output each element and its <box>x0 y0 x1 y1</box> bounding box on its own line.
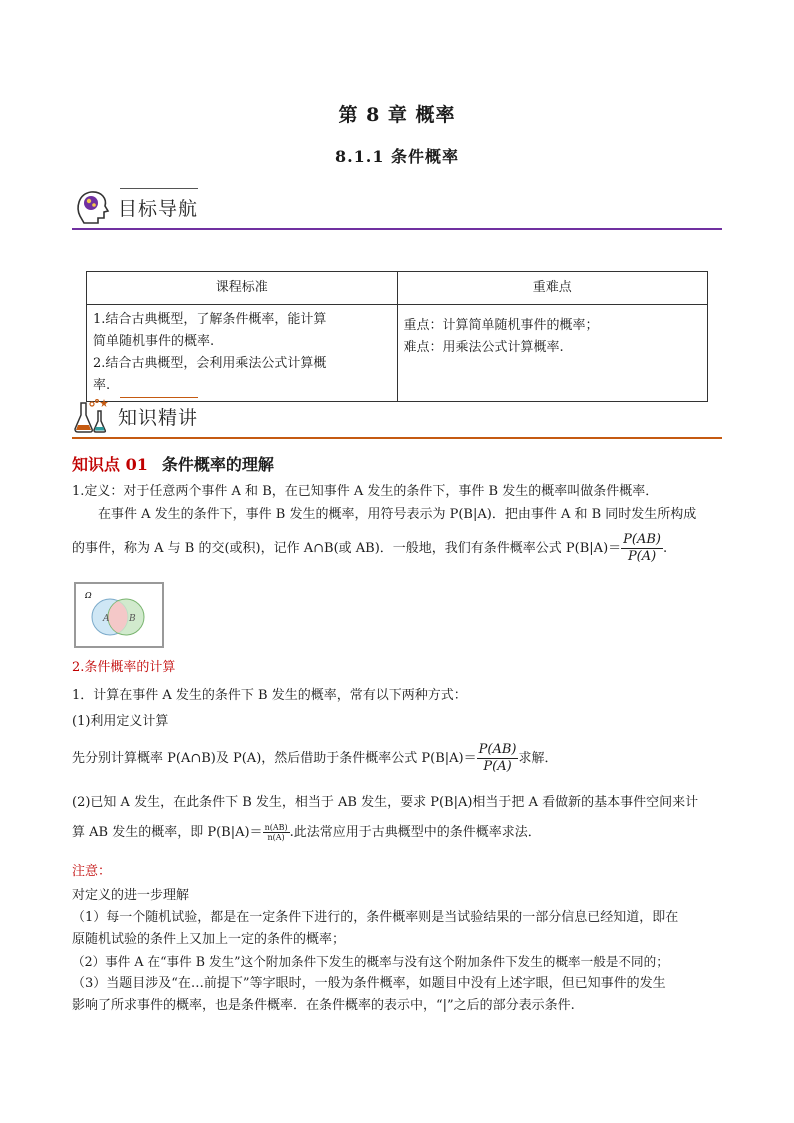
knowledge-section-label: 知识精讲 <box>118 407 199 429</box>
definition-line: 1.定义：对于任意两个事件 A 和 B，在已知事件 A 发生的条件下，事件 B 发生的概率叫做条件概率． <box>72 484 659 499</box>
knowledge-point-number: 知识点 01 <box>72 455 148 474</box>
calculation-intro: 1．计算在事件 A 发生的条件下 B 发生的概率，常有以下两种方式： <box>72 688 467 703</box>
knowledge-section-rule <box>72 437 722 439</box>
method2-text: 算 AB 发生的概率，即 P(B|A)＝ <box>72 825 263 840</box>
formula-numerator: P(AB) <box>623 532 661 547</box>
venn-set-b-label: B <box>129 614 136 624</box>
standards-line: 简单随机事件的概率. <box>93 334 215 349</box>
venn-diagram-graphic <box>76 584 162 646</box>
note-line: （2）事件 A 在“事件 B 发生”这个附加条件下发生的概率与没有这个附加条件下发生的概率一般是不同的； <box>72 954 669 969</box>
method1-text: 先分别计算概率 P(A∩B)及 P(A)，然后借助于条件概率公式 P(B|A)＝ <box>72 751 477 766</box>
method2-formula <box>263 823 290 842</box>
knowledge-point-name: 条件概率的理解 <box>161 455 274 474</box>
decorative-line <box>120 188 198 189</box>
standards-line: 1.结合古典概型，了解条件概率，能计算 <box>93 312 327 327</box>
flask-icon <box>72 395 112 435</box>
method2-formula-line <box>72 823 541 843</box>
key-point-line: 重点：计算简单随机事件的概率； <box>403 318 599 333</box>
method2-line: (2)已知 A 发生，在此条件下 B 发生，相当于 AB 发生，要求 P(B|A)相当于把 A 看做新的基本事件空间来计 <box>72 795 699 810</box>
definition-formula-line <box>72 532 667 565</box>
notes-heading: 注意： <box>72 864 112 879</box>
method1-formula <box>477 742 519 775</box>
key-points-cell <box>397 305 708 402</box>
notes-intro: 对定义的进一步理解 <box>72 888 190 903</box>
method1-text: 求解． <box>518 751 558 766</box>
definition-text: 的事件，称为 A 与 B 的交(或积)，记作 A∩B(或 AB)．一般地，我们有条件概率公式 P(B|A)＝ <box>72 541 622 556</box>
standards-cell <box>87 305 398 402</box>
formula-numerator: n(AB) <box>264 823 288 832</box>
key-point-line: 难点：用乘法公式计算概率. <box>403 340 564 355</box>
knowledge-section-header <box>72 395 722 439</box>
table-row <box>87 305 708 402</box>
decorative-line <box>120 397 198 398</box>
note-line: （1）每一个随机试验，都是在一定条件下进行的，条件概率则是当试验结果的一部分信息已经知道，即在 <box>72 910 679 925</box>
venn-set-a-label: A <box>103 614 110 624</box>
goal-section-rule <box>72 228 722 230</box>
standards-table <box>86 271 708 402</box>
note-line: 影响了所求事件的概率，也是条件概率．在条件概率的表示中，“|”之后的部分表示条件. <box>72 998 575 1013</box>
goal-section-label: 目标导航 <box>118 198 199 220</box>
formula-denominator: n(A) <box>267 833 285 842</box>
chapter-title: 第 8 章 概率 <box>338 104 456 126</box>
method1-line <box>72 742 557 775</box>
header-key-points: 重难点 <box>397 272 708 305</box>
note-line: （3）当题目涉及“在…前提下”等字眼时，一般为条件概率，如题目中没有上述字眼，但已知事件的发生 <box>72 976 666 991</box>
formula-denominator: P(A) <box>627 549 657 564</box>
venn-omega-label: Ω <box>85 591 92 600</box>
note-line: 原随机试验的条件上又加上一定的条件的概率； <box>72 932 346 947</box>
header-standards: 课程标准 <box>87 272 398 305</box>
brain-head-icon <box>72 186 112 226</box>
definition-line: 在事件 A 发生的条件下，事件 B 发生的概率，用符号表示为 P(B|A)．把由事件 A 和 B 同时发生所构成 <box>98 507 697 522</box>
knowledge-point-title <box>72 452 274 475</box>
section-title: 8.1.1 条件概率 <box>334 147 460 166</box>
venn-diagram <box>74 582 164 648</box>
method1-title: (1)利用定义计算 <box>72 714 169 729</box>
conditional-probability-formula <box>621 532 663 565</box>
calculation-heading: 2.条件概率的计算 <box>72 660 176 675</box>
goal-section-header <box>72 186 722 230</box>
table-header-row <box>87 272 708 305</box>
standards-line: 2.结合古典概型，会利用乘法公式计算概 <box>93 356 327 371</box>
standards-line: 率. <box>93 378 111 393</box>
definition-text: . <box>663 541 668 556</box>
formula-denominator: P(A) <box>483 759 512 774</box>
method2-text: .此法常应用于古典概型中的条件概率求法． <box>289 825 541 840</box>
formula-numerator: P(AB) <box>478 742 517 757</box>
